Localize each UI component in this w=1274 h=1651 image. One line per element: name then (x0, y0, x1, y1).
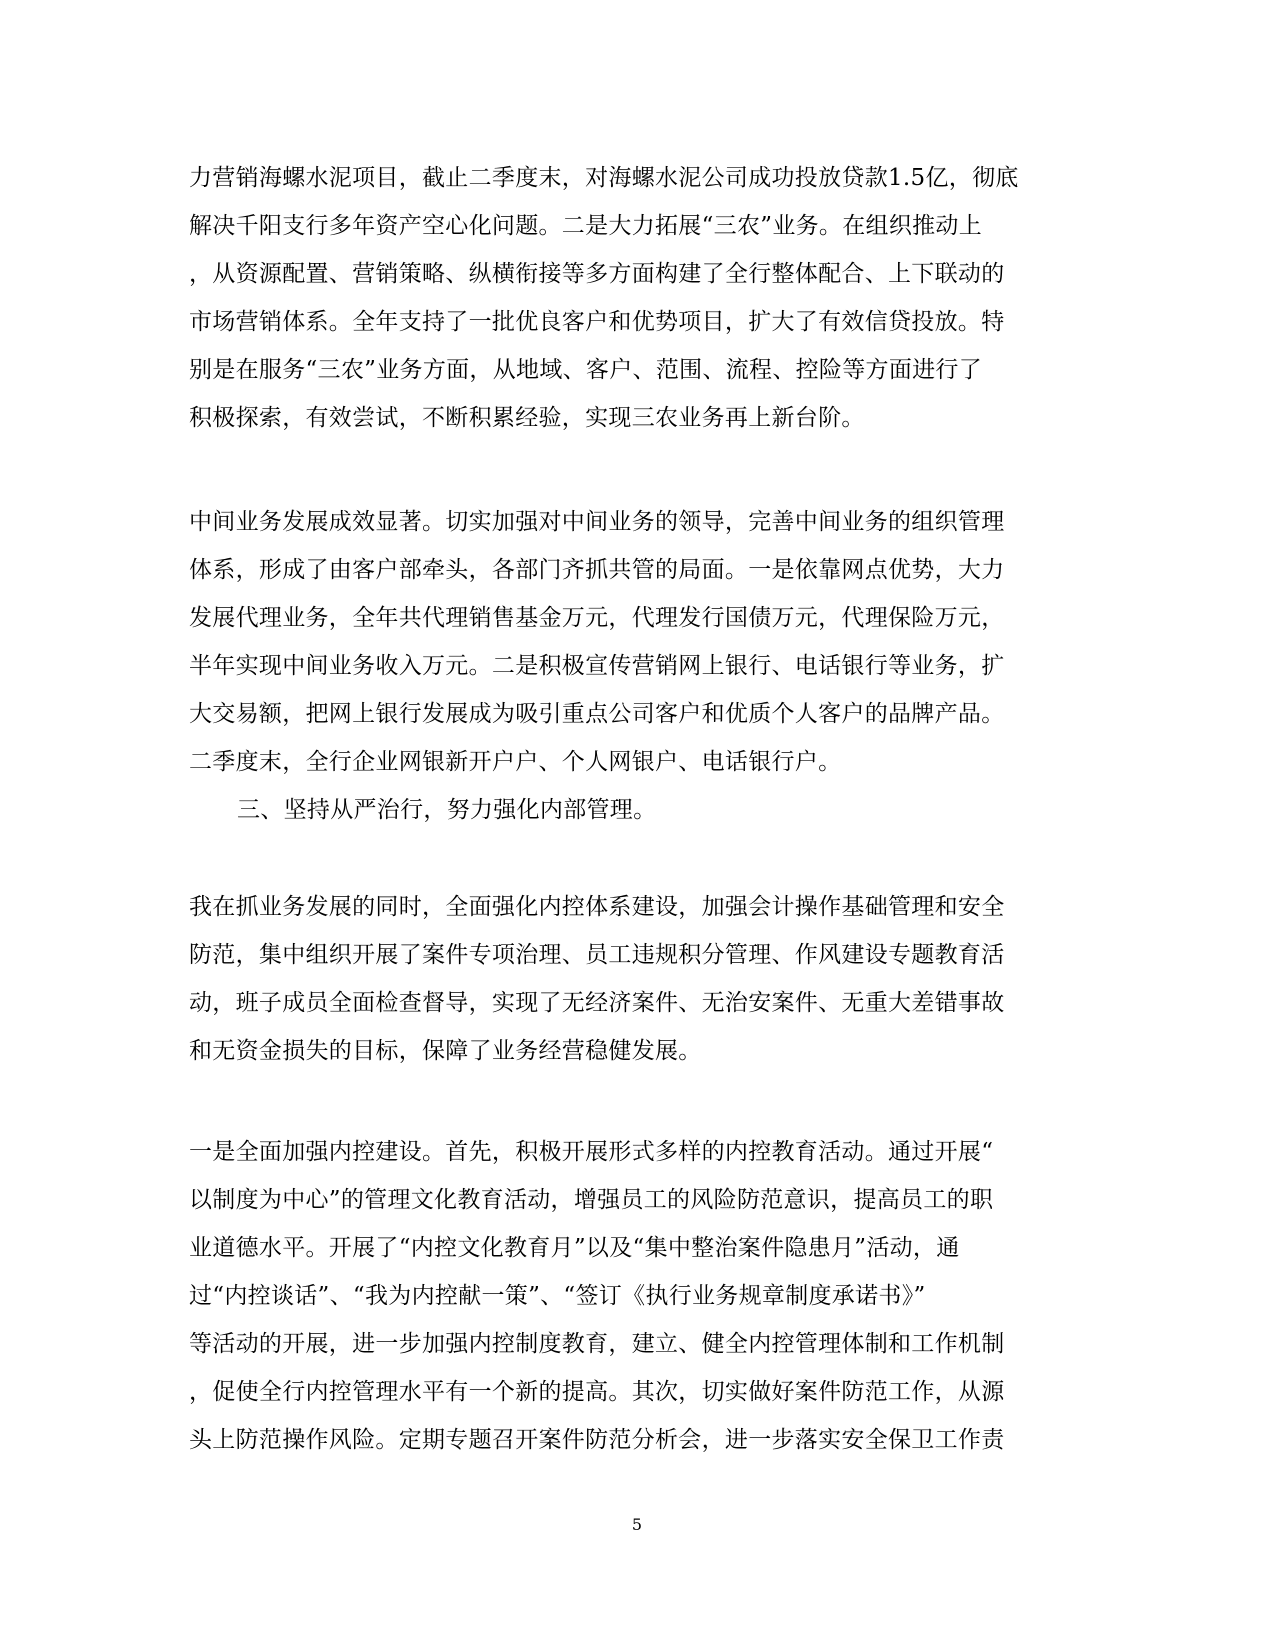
text-line: ，促使全行内控管理水平有一个新的提高。其次，切实做好案件防范工作，从源 (189, 1379, 1005, 1405)
paragraph-loan-marketing (189, 154, 1089, 442)
text-line: 力营销海螺水泥项目，截止二季度末，对海螺水泥公司成功投放贷款1.5亿，彻底 (189, 165, 1019, 191)
text-line: 体系，形成了由客户部牵头，各部门齐抓共管的局面。一是依靠网点优势，大力 (189, 557, 1005, 583)
text-line: 一是全面加强内控建设。首先，积极开展形式多样的内控教育活动。通过开展“ (189, 1139, 994, 1165)
paragraph-intermediate-business (189, 498, 1089, 834)
text-line: ，从资源配置、营销策略、纵横衔接等多方面构建了全行整体配合、上下联动的 (189, 261, 1005, 287)
text-line: 解决千阳支行多年资产空心化问题。二是大力拓展“三农”业务。在组织推动上 (189, 213, 983, 239)
text-line: 和无资金损失的目标，保障了业务经营稳健发展。 (189, 1038, 702, 1064)
text-line: 发展代理业务，全年共代理销售基金万元，代理发行国债万元，代理保险万元， (189, 605, 1005, 631)
text-line: 防范，集中组织开展了案件专项治理、员工违规积分管理、作风建设专题教育活 (189, 942, 1005, 968)
text-line: 市场营销体系。全年支持了一批优良客户和优势项目，扩大了有效信贷投放。特 (189, 309, 1005, 335)
text-line: 以制度为中心”的管理文化教育活动，增强员工的风险防范意识，提高员工的职 (189, 1187, 994, 1213)
text-line: 我在抓业务发展的同时，全面强化内控体系建设，加强会计操作基础管理和安全 (189, 894, 1005, 920)
section-heading: 三、坚持从严治行，努力强化内部管理。 (237, 797, 657, 823)
text-line: 等活动的开展，进一步加强内控制度教育，建立、健全内控管理体制和工作机制 (189, 1331, 1005, 1357)
text-line: 积极探索，有效尝试，不断积累经验，实现三农业务再上新台阶。 (189, 405, 865, 431)
text-line: 中间业务发展成效显著。切实加强对中间业务的领导，完善中间业务的组织管理 (189, 509, 1005, 535)
text-line: 头上防范操作风险。定期专题召开案件防范分析会，进一步落实安全保卫工作责 (189, 1427, 1005, 1453)
text-line: 半年实现中间业务收入万元。二是积极宣传营销网上银行、电话银行等业务，扩 (189, 653, 1005, 679)
paragraph-internal-control (189, 883, 1089, 1075)
text-line: 业道德水平。开展了“内控文化教育月”以及“集中整治案件隐患月”活动，通 (189, 1235, 960, 1261)
paragraph-control-building (189, 1128, 1089, 1464)
text-line: 大交易额，把网上银行发展成为吸引重点公司客户和优质个人客户的品牌产品。 (189, 701, 1005, 727)
text-line: 动，班子成员全面检查督导，实现了无经济案件、无治安案件、无重大差错事故 (189, 990, 1005, 1016)
text-line: 过“内控谈话”、“我为内控献一策”、“签订《执行业务规章制度承诺书》” (189, 1283, 926, 1309)
text-line: 二季度末，全行企业网银新开户户、个人网银户、电话银行户。 (189, 749, 842, 775)
page-number: 5 (631, 1515, 643, 1534)
text-line: 别是在服务“三农”业务方面，从地域、客户、范围、流程、控险等方面进行了 (189, 357, 983, 383)
